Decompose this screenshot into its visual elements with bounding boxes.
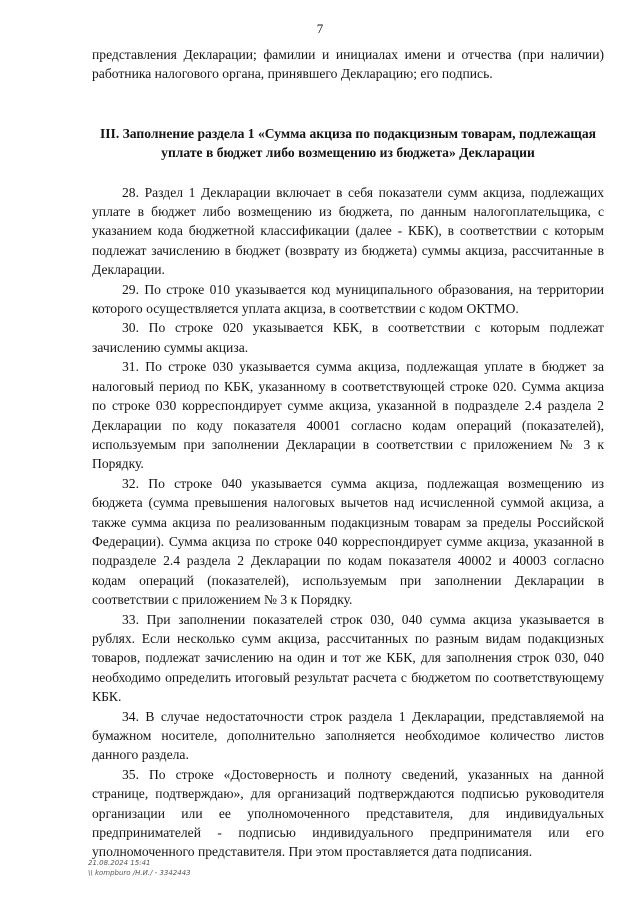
paragraph-35: 35. По строке «Достоверность и полноту сведений, указанных на данной странице, подтверждаю», для организаций подтверждаются подписью руководителя организации или ее уполномоченного представителя, для индивидуальных предпринимателей - подписью индивидуального предпринимателя или его уполномоченного представителя. При этом проставляется дата подписания.	[92, 766, 604, 860]
print-reference: \\ kompburo /Н.И./ - 3342443	[88, 869, 191, 877]
page-body	[92, 45, 604, 862]
paragraph-30: 30. По строке 020 указывается КБК, в соответствии с которым подлежат зачислению суммы акциза.	[92, 320, 604, 355]
page-number: 7	[316, 21, 324, 36]
paragraph-31: 31. По строке 030 указывается сумма акциза, подлежащая уплате в бюджет за налоговый период по КБК, указанному в соответствующей строке 020. Сумма акциза по строке 030 корреспондирует сумме акциза, указанной в подразделе 2.4 раздела 2 Декларации по коду показателя 40001 согласно кодам операций (показателей), используемым при заполнении Декларации в соответствии с приложением № 3 к Порядку.	[92, 359, 604, 472]
print-date: 21.08.2024 15:41	[88, 859, 151, 867]
paragraph-28: 28. Раздел 1 Декларации включает в себя показатели сумм акциза, подлежащих уплате в бюджет либо возмещению из бюджета, по данным налогоплательщика, с указанием кода бюджетной классификации (далее - КБК), в соответствии с которым подлежат зачислению в бюджет (возврату из бюджета) суммы акциза, рассчитанные в Декларации.	[92, 184, 604, 278]
paragraph-33: 33. При заполнении показателей строк 030, 040 сумма акциза указывается в рублях. Если несколько сумм акциза, рассчитанных по разным видам подакцизных товаров, подлежат зачислению на один и тот же КБК, для заполнения строк 030, 040 необходимо определить итоговый результат расчета с бюджетом по соответствующему КБК.	[92, 611, 604, 705]
paragraph-29: 29. По строке 010 указывается код муниципального образования, на территории которого осуществляется уплата акциза, в соответствии с кодом ОКТМО.	[92, 281, 604, 317]
paragraph-32: 32. По строке 040 указывается сумма акциза, подлежащая возмещению из бюджета (сумма превышения налоговых вычетов над исчисленной суммой акциза, а также сумма акциза по реализованным подакцизным товарам за пределы Российской Федерации). Сумма акциза по строке 040 корреспондирует сумме акциза, указанной в подразделе 2.4 раздела 2 Декларации по кодам показателя 40002 и 40003 согласно кодам операций (показателей), используемым при заполнении Декларации в соответствии с приложением № 3 к Порядку.	[92, 475, 604, 608]
print-footer	[88, 858, 191, 878]
paragraph-34: 34. В случае недостаточности строк раздела 1 Декларации, представляемой на бумажном носителе, дополнительно заполняется необходимое количество листов данного раздела.	[92, 708, 604, 763]
continuation-paragraph: представления Декларации; фамилии и инициалах имени и отчества (при наличии) работника налогового органа, принявшего Декларацию; его подпись.	[92, 47, 604, 82]
section-heading: III. Заполнение раздела 1 «Сумма акциза по подакцизным товарам, подлежащая уплате в бюджет либо возмещению из бюджета» Декларации	[99, 125, 597, 161]
